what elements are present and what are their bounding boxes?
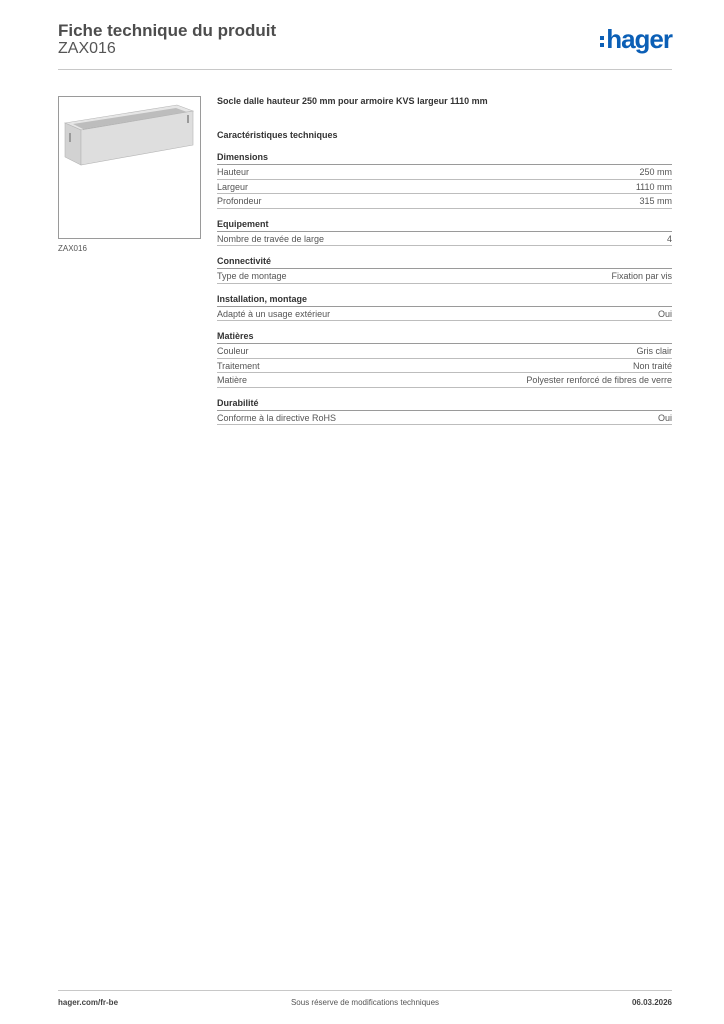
spec-row (217, 307, 672, 322)
group-title: Matières (217, 329, 672, 344)
spec-value: Polyester renforcé de fibres de verre (526, 375, 672, 385)
spec-group-connectivite (217, 254, 672, 284)
spec-label: Profondeur (217, 196, 262, 206)
spec-value: 250 mm (639, 167, 672, 177)
spec-row (217, 411, 672, 426)
spec-label: Matière (217, 375, 248, 385)
spec-label: Largeur (217, 181, 249, 192)
group-title: Installation, montage (217, 292, 672, 307)
spec-row (217, 359, 672, 374)
product-reference: ZAX016 (58, 40, 116, 57)
spec-value: 315 mm (639, 196, 672, 206)
footer-divider (58, 990, 672, 991)
spec-label: Nombre de travée de large (217, 233, 325, 244)
spec-label: Traitement (217, 360, 260, 371)
product-image (58, 96, 201, 239)
spec-row (217, 269, 672, 284)
group-title: Dimensions (217, 150, 672, 165)
spec-value: Fixation par vis (611, 271, 672, 281)
spec-group-matieres (217, 329, 672, 388)
spec-value: Oui (657, 412, 672, 423)
group-title: Equipement (217, 217, 672, 232)
spec-group-installation (217, 292, 672, 322)
page-footer (58, 998, 672, 1012)
spec-label: Couleur (217, 346, 249, 356)
spec-label: Hauteur (217, 167, 250, 177)
footer-date: 06.03.2026 (631, 998, 672, 1007)
spec-group-dimensions (217, 150, 672, 209)
spec-row (217, 344, 672, 359)
spec-value: Oui (657, 308, 672, 319)
specification-panel (217, 94, 672, 425)
product-description: Socle dalle hauteur 250 mm pour armoire KVS largeur 1110 mm (217, 96, 488, 106)
spec-row (217, 180, 672, 195)
spec-value: 4 (666, 233, 672, 244)
hager-logo (600, 26, 672, 52)
spec-value: Gris clair (636, 346, 672, 356)
footer-website-link[interactable]: hager.com/fr-be (58, 998, 119, 1007)
spec-label: Adapté à un usage extérieur (217, 308, 331, 319)
group-title: Connectivité (217, 254, 672, 269)
spec-label: Conforme à la directive RoHS (217, 412, 337, 423)
header-divider (58, 69, 672, 70)
page-header (58, 20, 672, 70)
spec-value: 1110 mm (635, 181, 672, 192)
logo-colon-icon (600, 36, 604, 47)
image-caption: ZAX016 (58, 244, 87, 253)
spec-row (217, 194, 672, 209)
spec-row (217, 373, 672, 388)
spec-value: Non traité (632, 360, 672, 371)
spec-row (217, 232, 672, 247)
spec-label: Type de montage (217, 271, 287, 281)
group-title: Durabilité (217, 396, 672, 411)
plinth-illustration-icon (59, 97, 200, 238)
spec-group-equipement (217, 217, 672, 247)
footer-notice: Sous réserve de modifications techniques (290, 998, 440, 1007)
document-title: Fiche technique du produit (58, 21, 277, 40)
spec-heading: Caractéristiques techniques (217, 130, 338, 140)
spec-group-durabilite (217, 396, 672, 426)
logo-text: hager (606, 24, 672, 54)
spec-row (217, 165, 672, 180)
